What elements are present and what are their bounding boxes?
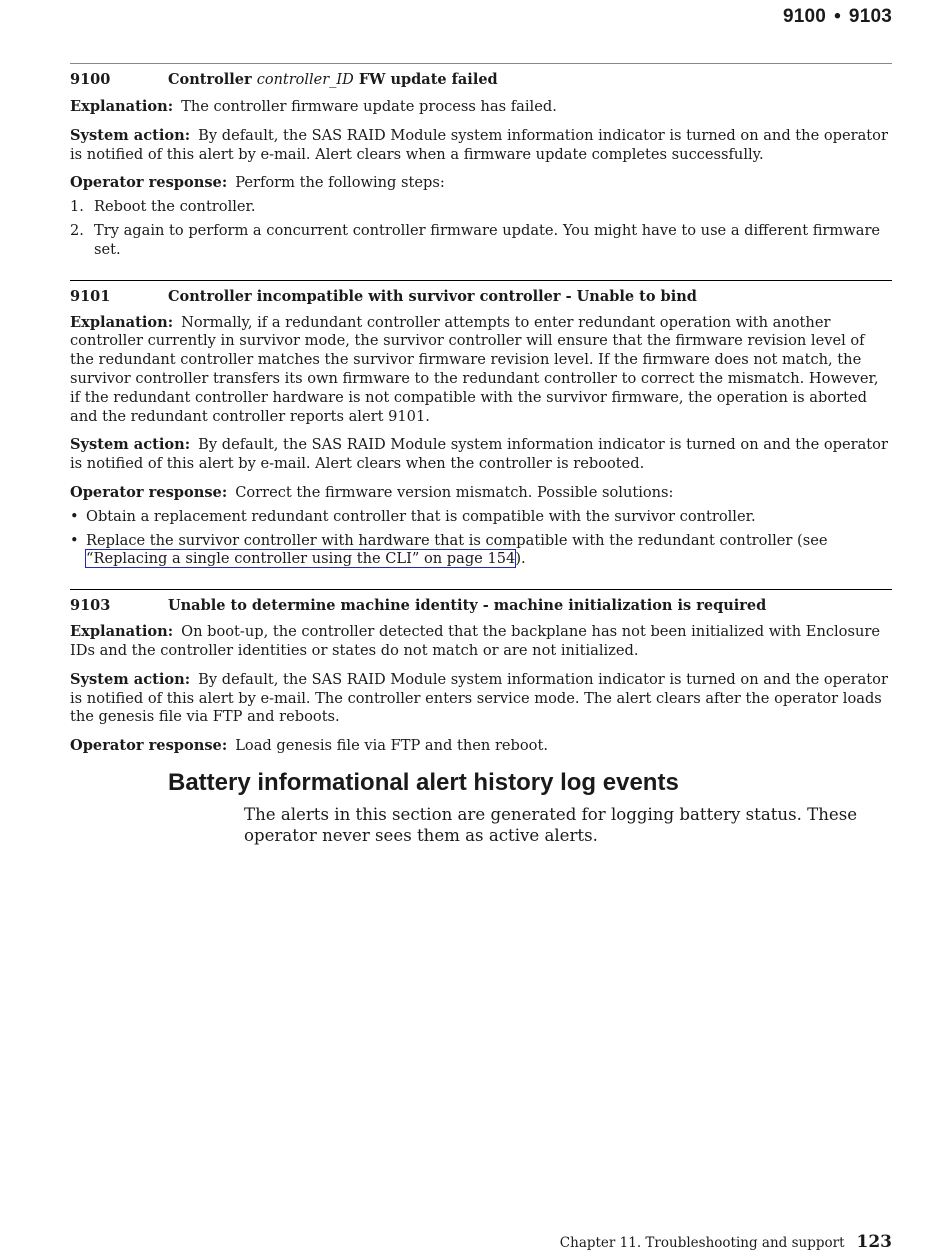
solutions-list [70,508,892,569]
list-item [70,222,892,260]
operator-response-label: Operator response: [70,174,228,192]
alert-title-variable: controller_ID [256,72,354,88]
list-item: • Replace the survivor controller with hardware that is compatible with the redundant controller (see “Replacing a single controller using the CLI” on page 154). [70,531,828,568]
operator-response-text: Perform the following steps: [235,174,445,192]
steps-list [70,198,892,259]
system-action-label: System action: [70,436,191,454]
page-footer [560,1232,892,1252]
alert-title: Controller incompatible with survivor controller - Unable to bind [168,287,697,305]
alert-entry-9103 [70,589,892,756]
explanation-text: Normally, if a redundant controller attempts to enter redundant operation with another controller currently in survivor mode, the survivor controller will ensure that the firmware revision level of the redundant controller matches the survivor firmware revision level. If the firmware does not match, the survivor controller transfers its own firmware to the redundant controller to correct the mismatch. However, if the redundant controller hardware is not compatible with the survivor firmware, the operation is aborted and the redundant controller reports alert 9101. [70,313,879,425]
cross-reference-link[interactable]: “Replacing a single controller using the CLI” on page 154 [86,550,516,568]
system-action-text: By default, the SAS RAID Module system information indicator is turned on and the operator is notified of this alert by e-mail. The controller enters service mode. The alert clears after the operator loads the genesis file via FTP and reboots. [70,670,888,726]
list-item-text: Replace the survivor controller with hardware that is compatible with the redundant controller (see [86,531,828,549]
operator-response [70,737,892,756]
bullet: • [70,507,79,525]
step-number: 2. [70,221,84,239]
explanation-text: On boot-up, the controller detected that the backplane has not been initialized with Enclosure IDs and the controller identities or states do not match or are not initialized. [70,623,880,659]
header-end-code: 9103 [848,6,892,27]
system-action [70,127,892,165]
operator-response-label: Operator response: [70,483,228,501]
list-item [70,198,892,217]
section-intro: The alerts in this section are generated for logging battery status. These operator never sees them as active alerts. [244,804,858,845]
alert-code: 9100 [70,71,111,88]
system-action-text: By default, the SAS RAID Module system information indicator is turned on and the operator is notified of this alert by e-mail. Alert clears when a firmware update completes successfully. [70,126,888,163]
section-title: Battery informational alert history log events [168,768,679,796]
system-action-label: System action: [70,126,191,144]
system-action [70,671,892,727]
operator-response [70,174,892,193]
step-number: 1. [70,198,84,216]
list-item-text: Obtain a replacement redundant controller that is compatible with the survivor controller. [86,507,756,525]
bullet: • [70,531,79,549]
alert-code: 9101 [70,287,111,305]
explanation [70,98,892,117]
explanation [70,314,892,427]
operator-response-text: Correct the firmware version mismatch. Possible solutions: [235,483,674,501]
system-action-text: By default, the SAS RAID Module system information indicator is turned on and the operator is notified of this alert by e-mail. Alert clears when the controller is rebooted. [70,436,888,473]
system-action [70,436,892,474]
running-header [783,6,892,28]
explanation-label: Explanation: [70,98,174,115]
step-text: Try again to perform a concurrent controller firmware update. You might have to use a different firmware set. [94,221,881,258]
explanation-label: Explanation: [70,623,174,641]
alert-code: 9103 [70,597,111,615]
page-content [70,63,892,846]
alert-heading [70,70,892,90]
explanation [70,623,892,661]
alert-heading [70,287,892,306]
alert-title: Controller controller_ID FW update failed [168,71,498,88]
alert-entry-9101 [70,280,892,570]
page-number: 123 [856,1232,892,1252]
operator-response-text: Load genesis file via FTP and then reboot. [235,737,548,755]
explanation-text: The controller firmware update process has failed. [181,98,557,115]
system-action-label: System action: [70,670,191,688]
header-start-code: 9100 [782,6,827,27]
header-separator: • [834,6,841,27]
operator-response [70,484,892,503]
list-item [70,508,892,527]
operator-response-label: Operator response: [70,737,228,755]
explanation-label: Explanation: [70,313,174,331]
alert-heading [70,596,892,615]
alert-entry-9100 [70,63,892,260]
step-text: Reboot the controller. [94,198,256,216]
alert-title: Unable to determine machine identity - machine initialization is required [168,597,767,615]
footer-chapter: Chapter 11. Troubleshooting and support [559,1235,845,1251]
